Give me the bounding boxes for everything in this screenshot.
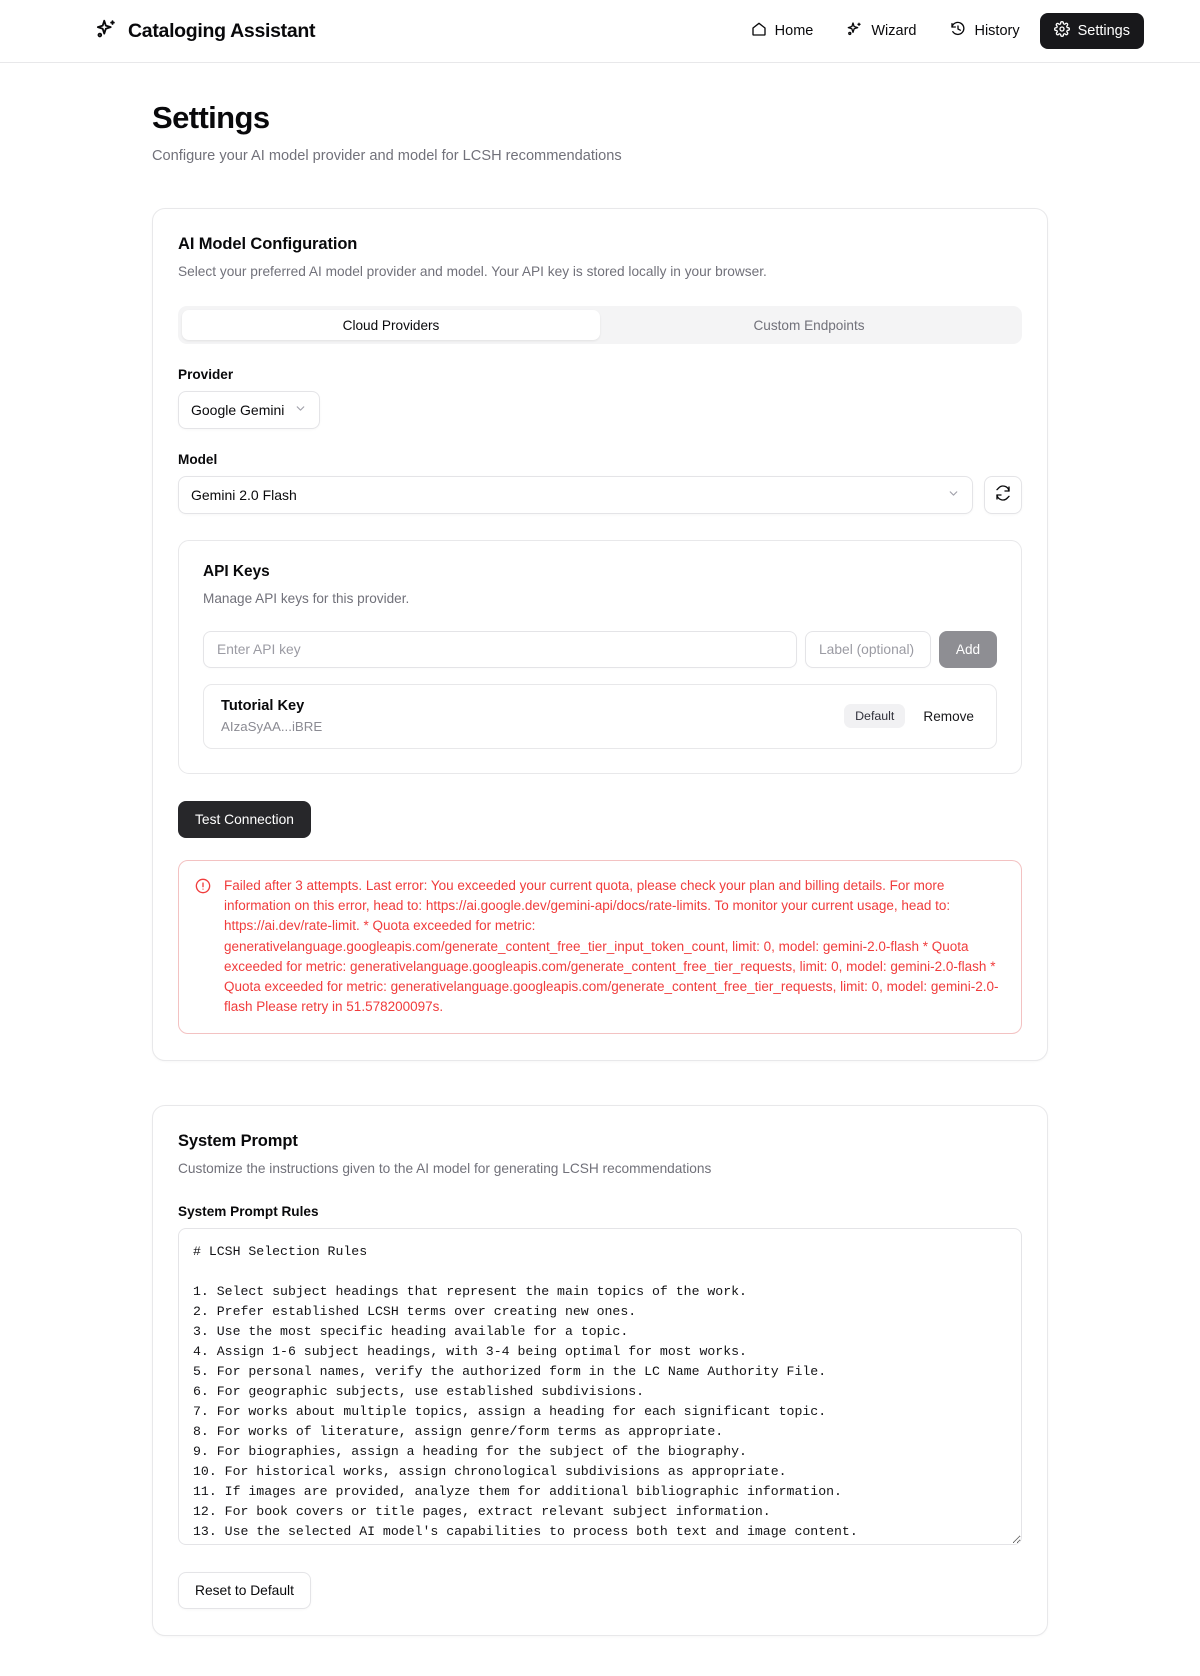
system-prompt-card xyxy=(152,1105,1048,1636)
nav-label-history: History xyxy=(974,23,1020,39)
system-prompt-textarea-wrap xyxy=(178,1228,1022,1550)
page-bottom-spacer xyxy=(152,1636,1048,1676)
api-key-name: Tutorial Key xyxy=(221,698,305,714)
api-keys-card xyxy=(178,540,1022,774)
tab-cloud-providers[interactable]: Cloud Providers xyxy=(182,310,600,340)
home-icon xyxy=(751,21,767,41)
api-key-actions xyxy=(844,704,980,729)
system-prompt-title: System Prompt xyxy=(178,1132,298,1151)
provider-select[interactable] xyxy=(178,391,320,429)
test-connection-button[interactable]: Test Connection xyxy=(178,801,311,838)
api-key-input[interactable] xyxy=(203,631,797,668)
system-prompt-textarea[interactable] xyxy=(178,1228,1022,1545)
chevron-down-icon xyxy=(947,487,960,503)
page-title: Settings xyxy=(152,100,270,135)
ai-config-subtitle: Select your preferred AI model provider and model. Your API key is stored locally in your browser. xyxy=(178,264,767,279)
brand xyxy=(96,18,315,45)
page-subtitle: Configure your AI model provider and model for LCSH recommendations xyxy=(152,148,622,164)
refresh-icon xyxy=(995,485,1011,506)
gear-icon xyxy=(1054,21,1070,41)
api-key-masked-value: AIzaSyAA...iBRE xyxy=(221,719,323,734)
api-key-entry-row xyxy=(203,631,997,668)
model-label: Model xyxy=(178,452,218,467)
api-key-list-item xyxy=(203,684,997,749)
reset-to-default-button[interactable]: Reset to Default xyxy=(178,1572,311,1609)
provider-label: Provider xyxy=(178,367,234,382)
api-key-label-input[interactable] xyxy=(805,631,931,668)
history-clock-icon xyxy=(950,21,966,41)
system-prompt-subtitle: Customize the instructions given to the AI model for generating LCSH recommendations xyxy=(178,1161,712,1177)
remove-api-key-button[interactable]: Remove xyxy=(917,704,980,729)
api-keys-title: API Keys xyxy=(203,563,270,580)
model-selected-value: Gemini 2.0 Flash xyxy=(191,487,297,503)
api-key-info xyxy=(221,698,322,734)
main-nav xyxy=(737,13,1144,49)
page-content xyxy=(0,100,1200,1676)
provider-selected-value: Google Gemini xyxy=(191,402,285,418)
nav-item-home[interactable] xyxy=(737,13,828,49)
connection-error-alert xyxy=(178,860,1022,1034)
api-keys-subtitle: Manage API keys for this provider. xyxy=(203,591,410,606)
connection-error-message: Failed after 3 attempts. Last error: You exceeded your current quota, please check your plan and billing details. For more information on this error, head to: https://ai.google.dev/gemini-api/docs/rate-limits. To monitor your current usage, head to: https://ai.dev/rate-limit. * Quota exceeded for metric: generativelanguage.googleapis.com/generate_content_free_tier_input_token_count, limit: 0, model: gemini-2.0-flash * Quota exceeded for metric: generativelanguage.googleapis.com/generate_content_free_tier_requests, limit: 0, model: gemini-2.0-flash * Quota exceeded for metric: generativelanguage.googleapis.com/generate_content_free_tier_requests, limit: 0, model: gemini-2.0-flash Please retry in 51.578200097s. xyxy=(224,878,999,1015)
ai-config-title: AI Model Configuration xyxy=(178,235,358,253)
nav-item-wizard[interactable] xyxy=(833,13,930,49)
sparkles-icon xyxy=(847,21,863,41)
app-header xyxy=(0,0,1200,63)
system-prompt-rules-label: System Prompt Rules xyxy=(178,1204,319,1220)
nav-label-settings: Settings xyxy=(1077,23,1130,39)
model-select[interactable] xyxy=(178,476,973,514)
ai-model-configuration-card xyxy=(152,208,1048,1061)
nav-label-home: Home xyxy=(774,23,814,39)
sparkles-icon xyxy=(96,18,118,45)
chevron-down-icon xyxy=(294,402,307,418)
nav-item-settings[interactable] xyxy=(1040,13,1144,49)
refresh-models-button[interactable] xyxy=(984,476,1022,514)
set-default-key-button[interactable]: Default xyxy=(844,704,905,728)
model-row xyxy=(178,476,1022,514)
provider-tabs xyxy=(178,306,1022,344)
nav-item-history[interactable] xyxy=(936,13,1033,49)
tab-custom-endpoints[interactable]: Custom Endpoints xyxy=(753,317,865,333)
nav-label-wizard: Wizard xyxy=(871,23,917,39)
alert-circle-icon xyxy=(195,878,211,899)
add-api-key-button[interactable]: Add xyxy=(939,631,997,668)
brand-title: Cataloging Assistant xyxy=(128,19,316,42)
